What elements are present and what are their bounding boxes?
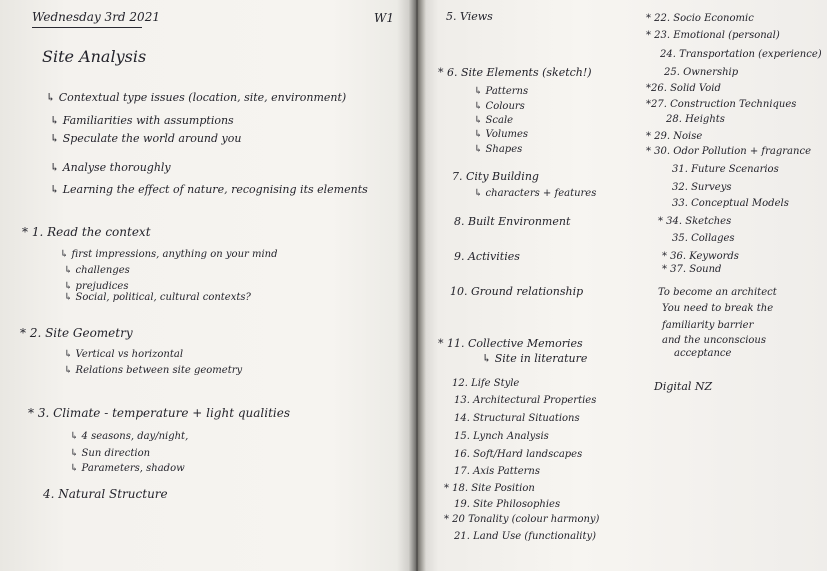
item-heading: * 1. Read the context <box>22 225 151 239</box>
list-item: 21. Land Use (functionality) <box>454 531 597 542</box>
list-item: 31. Future Scenarios <box>672 164 779 175</box>
item-sub: ↳ first impressions, anything on your mind <box>60 249 278 260</box>
list-item: *26. Solid Void <box>646 83 721 94</box>
list-item: 10. Ground relationship <box>450 285 584 298</box>
list-item: 32. Surveys <box>672 182 732 193</box>
page-title: Site Analysis <box>42 47 147 66</box>
list-item: * 11. Collective Memories <box>438 337 583 350</box>
item-sub: ↳ Social, political, cultural contexts? <box>64 292 251 303</box>
item-heading: * 3. Climate - temperature + light qualities <box>28 406 291 420</box>
item-sub: ↳ Sun direction <box>70 448 151 459</box>
list-item: * 6. Site Elements (sketch!) <box>438 66 592 79</box>
list-item: * 20 Tonality (colour harmony) <box>444 514 600 525</box>
list-item: * 36. Keywords <box>662 251 739 262</box>
right-page <box>374 0 827 571</box>
list-item: ↳ Colours <box>474 101 525 112</box>
item-heading: * 2. Site Geometry <box>20 326 133 340</box>
list-item: 19. Site Philosophies <box>454 499 561 510</box>
list-item: 5. Views <box>446 10 493 23</box>
list-item: 13. Architectural Properties <box>454 395 597 406</box>
note-line: and the unconscious <box>662 335 767 346</box>
list-item: 16. Soft/Hard landscapes <box>454 449 583 460</box>
list-item: 28. Heights <box>666 114 725 125</box>
item-heading: 4. Natural Structure <box>43 487 168 501</box>
date-underline <box>32 27 142 28</box>
note-line: You need to break the <box>662 303 774 314</box>
note-line: familiarity barrier <box>662 320 754 331</box>
list-item: ↳ Scale <box>474 115 514 126</box>
list-item: 24. Transportation (experience) <box>660 49 822 60</box>
item-sub: ↳ prejudices <box>64 281 129 292</box>
note-line: To become an architect <box>658 287 777 298</box>
list-item: *27. Construction Techniques <box>646 99 797 110</box>
footer-note: Digital NZ <box>654 380 713 393</box>
list-item: * 22. Socio Economic <box>646 13 754 24</box>
list-item: 8. Built Environment <box>454 215 571 228</box>
list-item: ↳ Patterns <box>474 86 529 97</box>
item-sub: ↳ Vertical vs horizontal <box>64 349 184 360</box>
list-item: 12. Life Style <box>452 378 520 389</box>
list-item: ↳ Site in literature <box>482 352 588 365</box>
list-item: ↳ characters + features <box>474 188 597 199</box>
note-line: acceptance <box>674 348 732 359</box>
list-item: 9. Activities <box>454 250 520 263</box>
list-item: 7. City Building <box>452 170 539 183</box>
list-item: * 37. Sound <box>662 264 722 275</box>
intro-line: ↳ Speculate the world around you <box>50 132 242 145</box>
list-item: * 29. Noise <box>646 131 703 142</box>
item-sub: ↳ Relations between site geometry <box>64 365 243 376</box>
list-item: 14. Structural Situations <box>454 413 580 424</box>
list-item: * 34. Sketches <box>658 216 732 227</box>
list-item: * 30. Odor Pollution + fragrance <box>646 146 811 157</box>
list-item: 35. Collages <box>672 233 735 244</box>
list-item: * 23. Emotional (personal) <box>646 30 780 41</box>
left-page <box>0 0 412 571</box>
intro-line: ↳ Familiarities with assumptions <box>50 114 234 127</box>
item-sub: ↳ 4 seasons, day/night, <box>70 431 189 442</box>
page-mark: W1 <box>374 11 394 25</box>
list-item: 33. Conceptual Models <box>672 198 789 209</box>
list-item: * 18. Site Position <box>444 483 535 494</box>
list-item: 15. Lynch Analysis <box>454 431 549 442</box>
intro-line: ↳ Contextual type issues (location, site, environment) <box>46 91 347 104</box>
item-sub: ↳ Parameters, shadow <box>70 463 185 474</box>
list-item: ↳ Shapes <box>474 144 523 155</box>
item-sub: ↳ challenges <box>64 265 130 276</box>
date-heading: Wednesday 3rd 2021 <box>32 10 160 24</box>
intro-line: ↳ Analyse thoroughly <box>50 161 171 174</box>
intro-line: ↳ Learning the effect of nature, recognising its elements <box>50 183 368 196</box>
list-item: 17. Axis Patterns <box>454 466 541 477</box>
list-item: 25. Ownership <box>664 67 739 78</box>
list-item: ↳ Volumes <box>474 129 529 140</box>
